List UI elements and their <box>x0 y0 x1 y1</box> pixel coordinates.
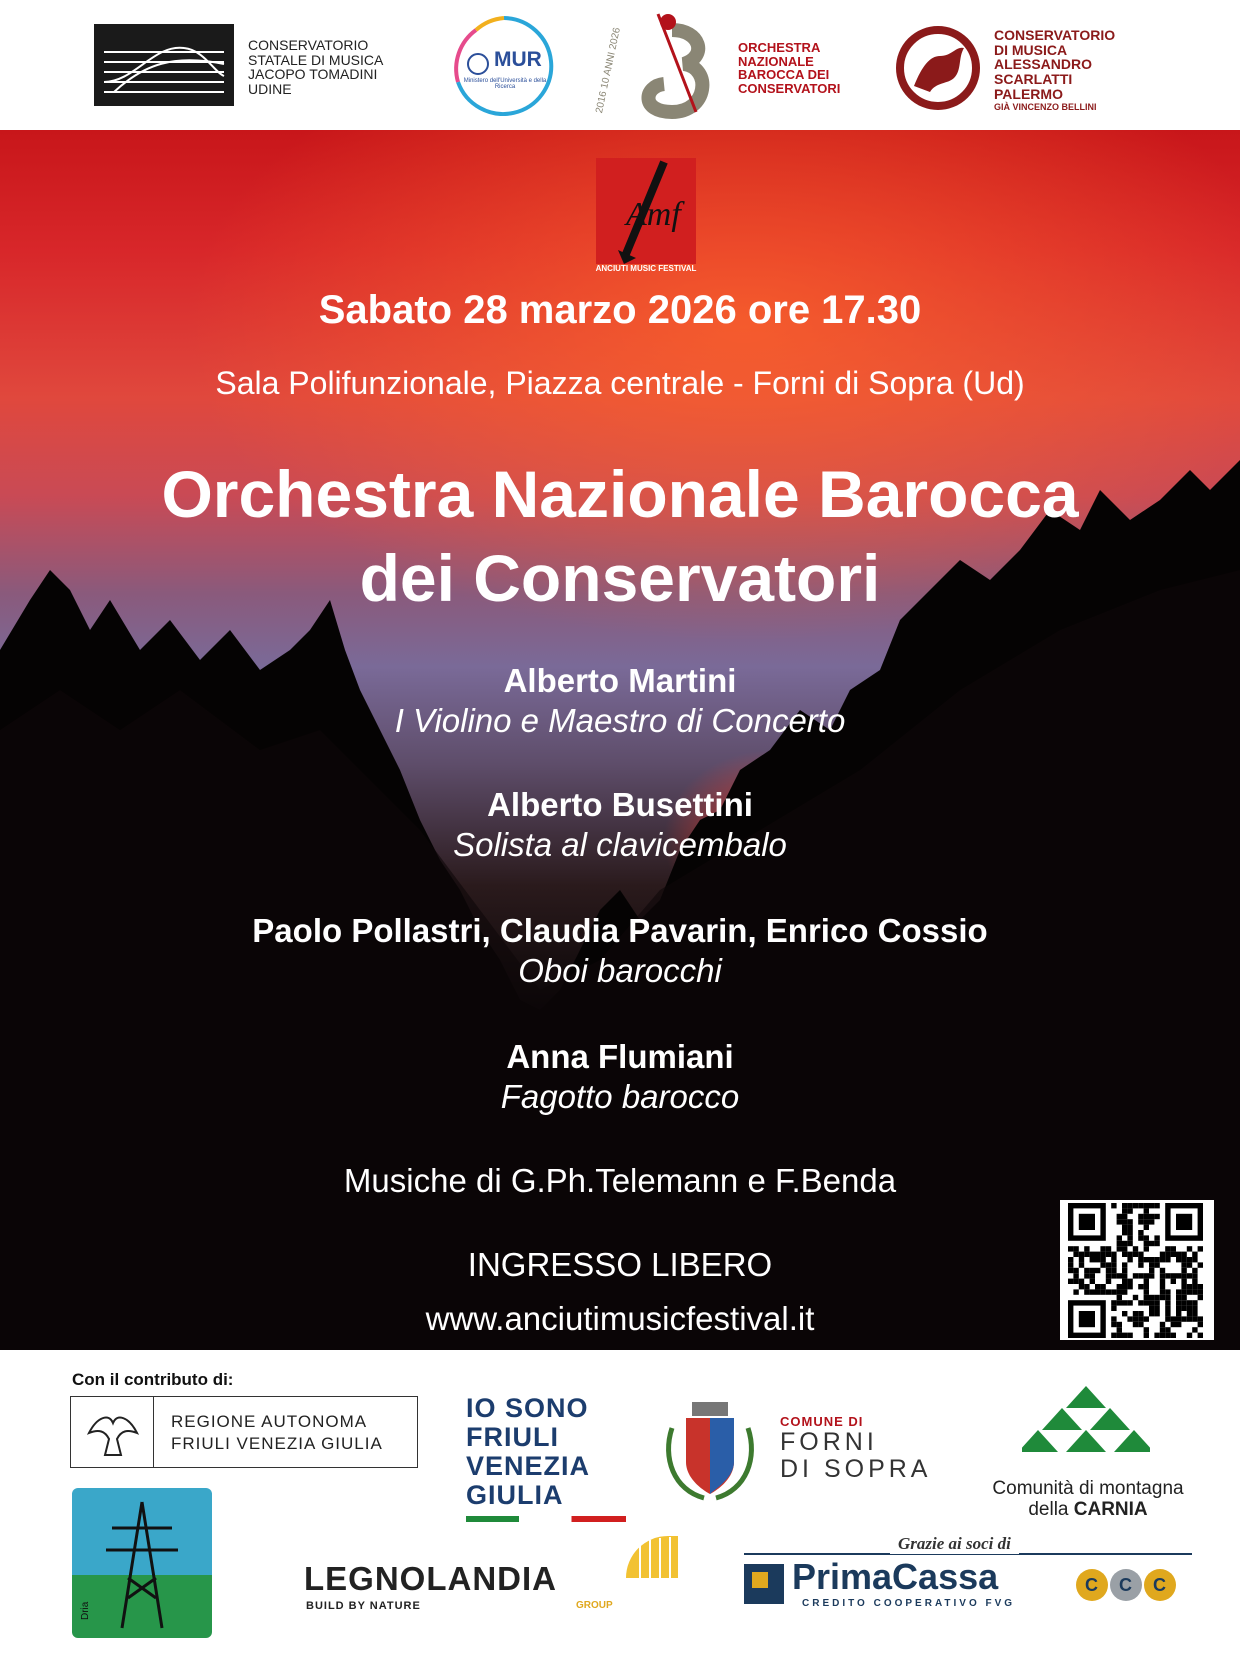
mur-label: MUR <box>494 48 542 71</box>
onb-text <box>738 41 840 96</box>
performer-role: Solista al clavicembalo <box>453 826 787 863</box>
website-link[interactable]: www.anciutimusicfestival.it <box>425 1300 815 1337</box>
carnia-logo <box>1022 1386 1150 1476</box>
festival-monogram: Amf <box>626 196 681 233</box>
onb-logo <box>594 8 730 120</box>
thanks-text: Grazie ai soci di <box>890 1534 1019 1554</box>
flag-stripe <box>466 1516 626 1522</box>
svg-text:C: C <box>1119 1575 1132 1595</box>
qr-code[interactable] <box>1060 1200 1214 1340</box>
ccc-icon <box>1074 1568 1192 1602</box>
event-date: Sabato 28 marzo 2026 ore 17.30 <box>318 288 922 332</box>
comune-line: FORNI <box>780 1428 878 1456</box>
event-venue: Sala Polifunzionale, Piazza centrale - Forni di Sopra (Ud) <box>215 365 1025 401</box>
primacassa-name: PrimaCassa <box>792 1556 999 1597</box>
svg-text:C: C <box>1153 1575 1166 1595</box>
palermo-line: PALERMO <box>994 85 1063 102</box>
onb-line: BAROCCA DEI <box>738 67 830 83</box>
performer-role: Oboi barocchi <box>518 952 722 989</box>
performer-name: Alberto Busettini <box>487 786 753 823</box>
comune-line: DI SOPRA <box>780 1455 932 1483</box>
sponsors-footer <box>0 1350 1240 1655</box>
palermo-line: CONSERVATORIO <box>994 27 1116 43</box>
dria-logo <box>72 1488 212 1638</box>
tomadini-line: CONSERVATORIO <box>248 37 369 53</box>
program-text: Musiche di G.Ph.Telemann e F.Benda <box>343 1162 897 1199</box>
onb-line: ORCHESTRA <box>738 40 821 55</box>
wood-rings-icon <box>626 1536 678 1578</box>
eagle-icon <box>81 1403 145 1461</box>
performer-name: Alberto Martini <box>503 662 737 699</box>
tomadini-line: UDINE <box>248 81 292 98</box>
legnolandia-mark <box>626 1536 678 1578</box>
performer-name: Paolo Pollastri, Claudia Pavarin, Enrico Cossio <box>252 912 988 949</box>
mur-logo <box>446 12 562 116</box>
pylon-icon <box>72 1488 212 1638</box>
contrib-label: Con il contributo di: <box>72 1370 234 1389</box>
onb-line: NAZIONALE <box>738 53 814 69</box>
griffin-emblem-icon <box>896 26 980 110</box>
comune-line: COMUNE DI <box>780 1414 864 1429</box>
header-logos <box>0 0 1240 130</box>
palermo-line: GIÀ VINCENZO BELLINI <box>994 102 1097 113</box>
palermo-text <box>994 28 1115 113</box>
io-sono-line: VENEZIA <box>466 1451 591 1481</box>
title-line: Orchestra Nazionale Barocca <box>161 457 1079 531</box>
io-sono-fvg-logo <box>466 1394 590 1510</box>
legnolandia-group: GROUP <box>576 1600 613 1611</box>
tomadini-text <box>248 38 383 97</box>
mur-sublabel: Ministero dell'Università e della Ricerca <box>463 78 547 90</box>
primacassa-sub: CREDITO COOPERATIVO FVG <box>802 1598 1016 1609</box>
carnia-line: Comunità di montagna <box>992 1478 1184 1499</box>
onb-line: CONSERVATORI <box>738 80 841 96</box>
carnia-line: della <box>1028 1499 1074 1520</box>
tomadini-line: JACOPO TOMADINI <box>248 66 378 83</box>
performer-name: Anna Flumiani <box>506 1038 734 1075</box>
regione-line: REGIONE AUTONOMA <box>171 1412 368 1431</box>
coat-of-arms-icon <box>654 1398 766 1506</box>
tomadini-line: STATALE DI MUSICA <box>248 51 384 68</box>
onb-anniversary-text: 2016 10 ANNI 2026 <box>594 26 623 115</box>
tomadini-logo <box>94 24 234 106</box>
dria-label: Dria <box>80 1601 91 1620</box>
io-sono-line: FRIULI <box>466 1422 559 1452</box>
trees-icon <box>1022 1386 1150 1476</box>
onb-emblem-icon <box>600 8 730 120</box>
comune-crest <box>654 1398 766 1506</box>
staff-lines-icon <box>94 24 234 106</box>
carnia-text <box>970 1478 1206 1520</box>
primacassa-mark <box>744 1564 784 1604</box>
io-sono-line: GIULIA <box>466 1480 564 1510</box>
palermo-line: ALESSANDRO <box>994 56 1093 73</box>
festival-logo <box>596 158 696 264</box>
entry-text: INGRESSO LIBERO <box>467 1246 773 1283</box>
carnia-bold: CARNIA <box>1073 1499 1148 1520</box>
svg-text:C: C <box>1085 1575 1098 1595</box>
regione-text <box>171 1411 383 1455</box>
hero-poster <box>0 130 1240 1350</box>
palermo-line: SCARLATTI <box>994 71 1073 88</box>
palermo-line: DI MUSICA <box>994 41 1068 58</box>
legnolandia-name: LEGNOLANDIA <box>304 1560 557 1597</box>
comune-text <box>780 1414 931 1483</box>
event-title <box>0 452 1240 620</box>
festival-caption: ANCIUTI MUSIC FESTIVAL <box>595 264 697 273</box>
qr-code-icon <box>1060 1200 1214 1340</box>
regione-line: FRIULI VENEZIA GIULIA <box>171 1434 383 1453</box>
performer-role: I Violino e Maestro di Concerto <box>394 702 846 739</box>
regione-fvg-logo <box>70 1396 418 1468</box>
palermo-logo <box>896 26 980 110</box>
legnolandia-tag: BUILD BY NATURE <box>306 1600 421 1612</box>
io-sono-line: IO SONO <box>466 1393 589 1423</box>
ccc-badges <box>1074 1568 1192 1602</box>
title-line: dei Conservatori <box>359 541 881 615</box>
performer-role: Fagotto barocco <box>500 1078 740 1115</box>
